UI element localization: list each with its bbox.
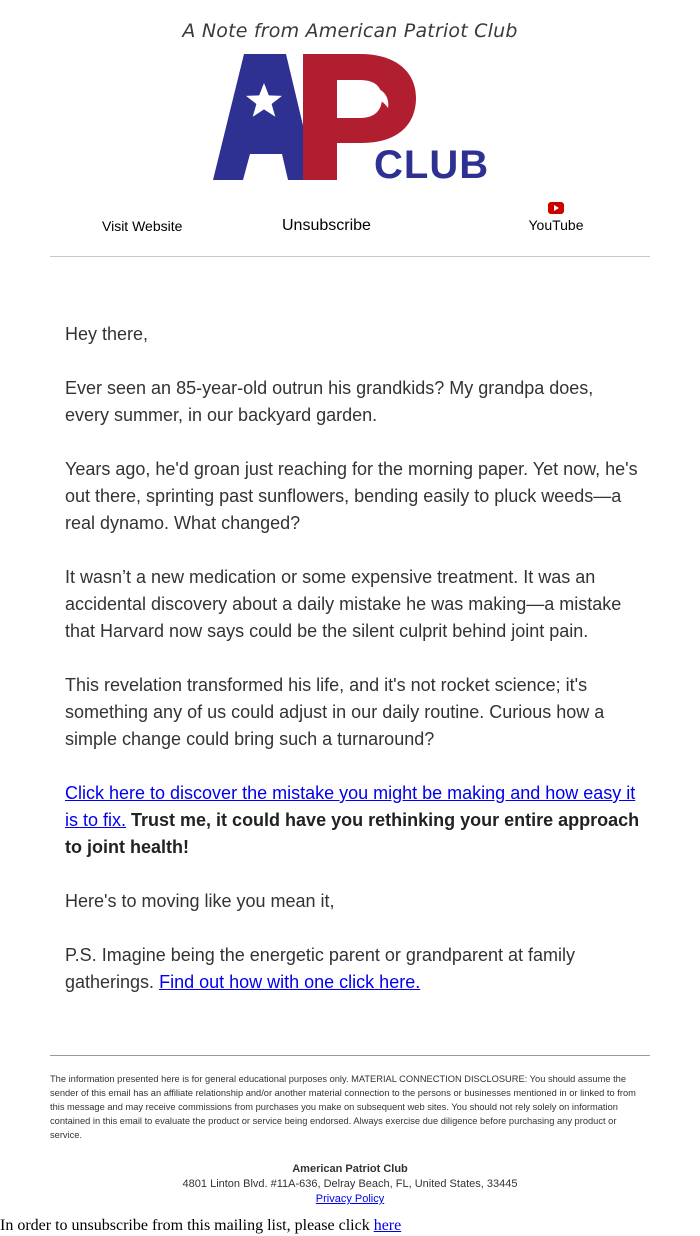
youtube-label: YouTube: [528, 217, 584, 233]
unsubscribe-link[interactable]: Unsubscribe: [282, 217, 371, 234]
ps-paragraph: [65, 942, 640, 996]
youtube-link[interactable]: [526, 202, 586, 233]
email-body: [65, 321, 640, 1023]
cta-bold-text: Trust me, it could have you rethinking your entire approach to joint health!: [65, 810, 640, 857]
visit-website-link[interactable]: Visit Website: [102, 218, 183, 234]
footer: [0, 1162, 700, 1207]
header-divider: [50, 256, 650, 257]
footer-company: American Patriot Club: [292, 1163, 408, 1175]
cta-paragraph: [65, 780, 640, 861]
ps-link[interactable]: Find out how with one click here.: [159, 972, 421, 992]
youtube-icon: [548, 202, 564, 214]
paragraph-1: Ever seen an 85-year-old outrun his grandkids? My grandpa does, every summer, in our backyard garden.: [65, 378, 594, 425]
cta-link[interactable]: Click here to discover the mistake you might be making and how easy it is to fix.: [65, 783, 636, 830]
privacy-policy-link[interactable]: Privacy Policy: [315, 1193, 385, 1205]
ps-text: P.S. Imagine being the energetic parent or grandparent at family gatherings.: [65, 945, 575, 992]
nav-row: [50, 198, 650, 243]
unsubscribe-here-link[interactable]: here: [373, 1217, 402, 1234]
footer-address: 4801 Linton Blvd. #11A-636, Delray Beach, FL, United States, 33445: [182, 1178, 518, 1190]
unsubscribe-line: [0, 1217, 401, 1235]
signoff: Here's to moving like you mean it,: [65, 891, 335, 911]
disclaimer-text: The information presented here is for general educational purposes only. MATERIAL CONNECTION DISCLOSURE: You should assume the sender of this email has an affiliate relationship and/or another material connection to the persons or businesses mentioned in or linked to from this message and may receive commissions from purchases you make on subsequent web sites. You should not rely solely on information contained in this email to evaluate the product or service being endorsed. Always exercise due diligence before purchasing any product or service.: [50, 1074, 636, 1140]
footer-divider: [50, 1055, 650, 1056]
header-tagline: A Note from American Patriot Club: [182, 20, 518, 42]
ap-club-logo: [210, 50, 495, 185]
greeting: Hey there,: [65, 324, 149, 344]
paragraph-3: It wasn’t a new medication or some expensive treatment. It was an accidental discovery about a daily mistake he was making—a mistake that Harvard now says could be the silent culprit behind joint pain.: [65, 567, 622, 641]
paragraph-2: Years ago, he'd groan just reaching for the morning paper. Yet now, he's out there, sprinting past sunflowers, bending easily to pluck weeds—a real dynamo. What changed?: [65, 459, 638, 533]
unsubscribe-line-text: In order to unsubscribe from this mailing list, please click: [0, 1217, 370, 1234]
logo-club-text: CLUB: [374, 143, 490, 185]
paragraph-4: This revelation transformed his life, and it's not rocket science; it's something any of us could adjust in our daily routine. Curious how a simple change could bring such a turnaround?: [65, 675, 605, 749]
logo-letter-a: [213, 54, 316, 180]
